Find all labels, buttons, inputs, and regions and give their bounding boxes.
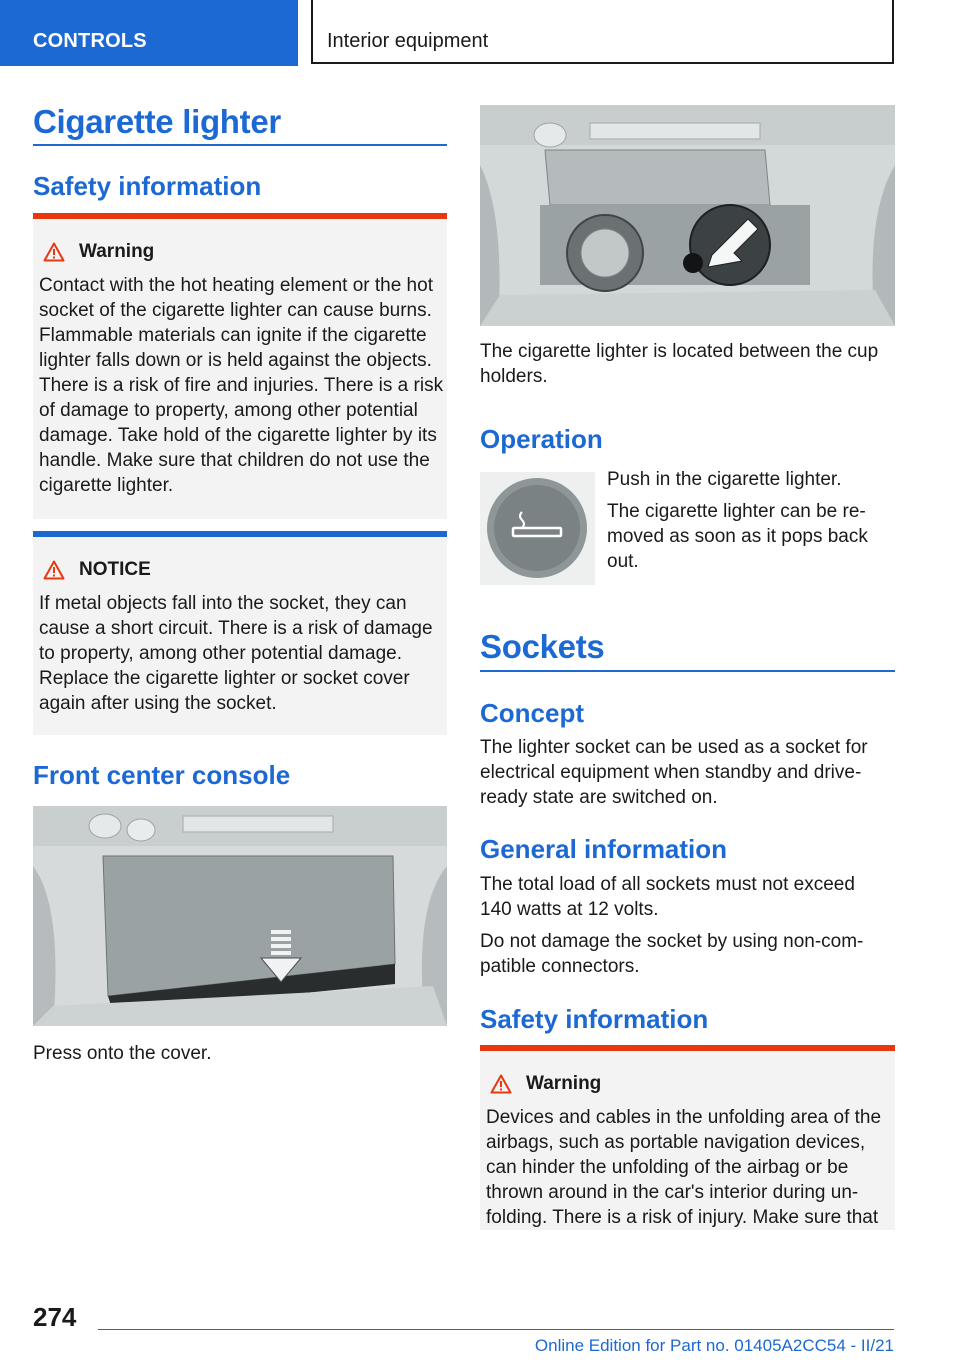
notice-text: If metal objects fall into the socket, they can cause a short circuit. There is a risk of damage to property, among other potential damage. Replace the cigarette lighter or socket cover again after using the socket. — [39, 593, 433, 714]
notice-title — [43, 559, 151, 581]
warning-label: Warning — [79, 241, 155, 262]
concept-text: The lighter socket can be used as a socket for electrical equipment when standby and drive-ready state are switched on. — [480, 737, 868, 808]
warning-bar — [33, 213, 447, 219]
cup-holder-photo — [480, 105, 895, 326]
operation-heading: Operation — [480, 424, 603, 454]
footer-edition: Online Edition for Part no. 01405A2CC54 - II/21 — [534, 1336, 894, 1355]
footer-rule — [98, 1329, 894, 1330]
front-console-heading: Front center console — [33, 760, 291, 790]
general-info-text-2: Do not damage the socket by using non-com-patible connectors. — [480, 931, 864, 977]
header-section-label: CONTROLS — [33, 30, 147, 52]
sockets-rule — [480, 670, 895, 672]
warning-box-right — [480, 1045, 895, 1230]
notice-label: NOTICE — [79, 559, 151, 580]
warning-box — [33, 213, 447, 519]
operation-step-1: Push in the cigarette lighter. — [607, 469, 842, 490]
page-title: Cigarette lighter — [33, 103, 281, 140]
notice-bar — [33, 531, 447, 537]
title-rule — [33, 144, 447, 146]
front-console-caption: Press onto the cover. — [33, 1043, 212, 1064]
front-console-photo — [33, 806, 447, 1026]
warning-triangle-icon — [490, 1074, 512, 1094]
header-chapter-tab — [311, 0, 894, 64]
notice-box — [33, 531, 447, 735]
concept-heading: Concept — [480, 698, 584, 728]
header-section-tab — [0, 0, 298, 66]
page-number: 274 — [33, 1302, 77, 1332]
warning-title-right — [490, 1073, 601, 1095]
warning-triangle-icon — [43, 560, 65, 580]
warning-text: Contact with the hot heating element or the hot socket of the cigarette lighter can cause burns. Flammable materials can ignite if the cigarette lighter falls down or is held against the objects. There is a risk of fire and injuries. There is a risk of damage to property, among other potential damage. Take hold of the cigarette lighter by its handle. Make sure that children do not use the cigarette lighter. — [39, 275, 444, 496]
warning-title — [43, 241, 154, 263]
warning-bar-right — [480, 1045, 895, 1051]
sockets-title: Sockets — [480, 628, 605, 665]
warning-triangle-icon — [43, 242, 65, 262]
warning-label-right: Warning — [526, 1073, 602, 1094]
header-chapter-label: Interior equipment — [327, 30, 489, 52]
operation-step-2: The cigarette lighter can be re-moved as soon as it pops back out. — [607, 501, 868, 572]
warning-text-right: Devices and cables in the unfolding area of the airbags, such as portable navigation devices, can hinder the unfolding of the airbag or be thrown around in the car's interior during un-folding. There is a risk of injury. Make sure that — [486, 1107, 882, 1228]
safety-heading-right: Safety information — [480, 1004, 709, 1034]
general-info-heading: General information — [480, 834, 728, 864]
safety-heading: Safety information — [33, 171, 262, 201]
cup-holder-caption: The cigarette lighter is located between the cup holders. — [480, 341, 879, 387]
general-info-text-1: The total load of all sockets must not exceed 140 watts at 12 volts. — [480, 874, 855, 920]
lighter-button-image — [480, 472, 595, 585]
